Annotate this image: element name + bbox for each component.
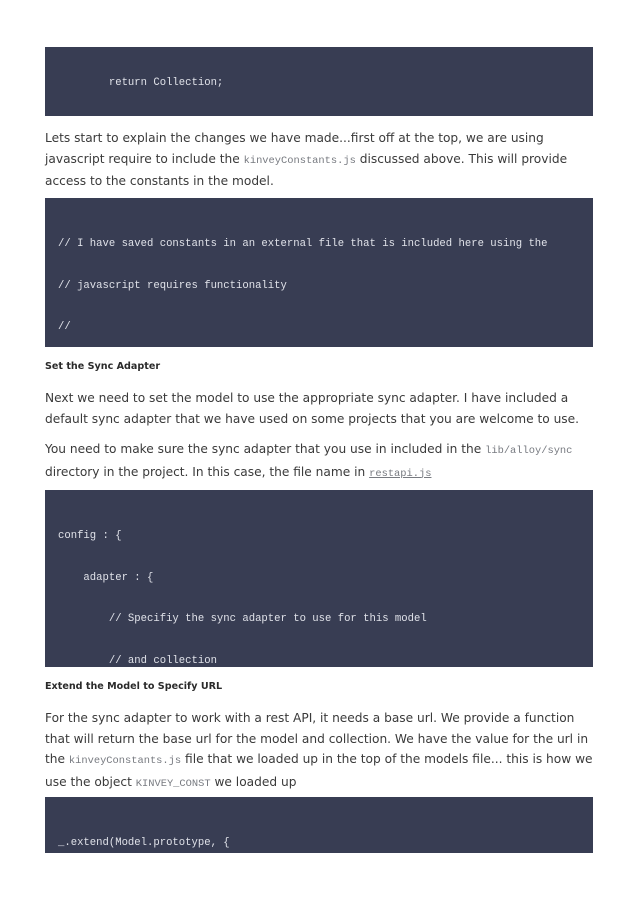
code-block-extend-model bbox=[45, 797, 593, 853]
inline-code-kinvey-const: KINVEY_CONST bbox=[135, 777, 211, 790]
paragraph-text: we loaded up bbox=[210, 774, 297, 789]
paragraph-require-explanation bbox=[45, 128, 597, 192]
section-heading-sync-adapter: Set the Sync Adapter bbox=[45, 361, 161, 372]
code-line: config : { bbox=[58, 529, 122, 542]
code-line: // Specifiy the sync adapter to use for this model bbox=[58, 613, 427, 626]
paragraph-text: You need to make sure the sync adapter that you use in included in the bbox=[45, 442, 486, 456]
paragraph-sync-adapter-intro bbox=[45, 388, 597, 429]
section-heading-extend-model: Extend the Model to Specify URL bbox=[45, 681, 223, 692]
paragraph-sync-adapter-directory bbox=[45, 439, 597, 484]
inline-code-kinveyconstants: kinveyConstants.js bbox=[68, 755, 182, 767]
code-line: return Collection; bbox=[58, 76, 224, 89]
paragraph-base-url bbox=[45, 708, 597, 794]
code-line: _.extend(Model.prototype, { bbox=[58, 836, 230, 849]
paragraph-text: Lets start to explain the changes we have made...first off at the top, we are using javascript require to include the bbox=[45, 131, 544, 166]
paragraph-text: directory in the project. In this case, the file name in bbox=[45, 464, 370, 479]
inline-code-link-restapi[interactable]: restapi.js bbox=[369, 467, 432, 480]
code-line: adapter : { bbox=[58, 571, 154, 584]
paragraph-text: For the sync adapter to work with a rest API, it needs a base url. We provide a function that will return the base url for the model and collection. We have the value for the url in the bbox=[45, 711, 589, 766]
code-block-constants-require bbox=[45, 198, 593, 347]
paragraph-text: Next we need to set the model to use the appropriate sync adapter. I have included a default sync adapter that we have used on some projects that you are welcome to use. bbox=[45, 391, 580, 426]
code-line: // javascript requires functionality bbox=[58, 279, 287, 292]
paragraph-text: discussed above. This will provide access to the constants in the model. bbox=[45, 151, 568, 188]
code-block-config-adapter bbox=[45, 490, 593, 667]
inline-code-kinveyconstants: kinveyConstants.js bbox=[243, 154, 356, 167]
code-line: // bbox=[58, 321, 71, 334]
code-line: // and collection bbox=[58, 654, 217, 667]
inline-code-lib-alloy-sync: lib/alloy/sync bbox=[485, 445, 573, 457]
code-line: // I have saved constants in an external file that is included here using the bbox=[58, 237, 548, 250]
paragraph-text: file that we loaded up in the top of the models file... this is how we use the object bbox=[45, 752, 593, 789]
code-block-collection-return bbox=[45, 47, 593, 116]
